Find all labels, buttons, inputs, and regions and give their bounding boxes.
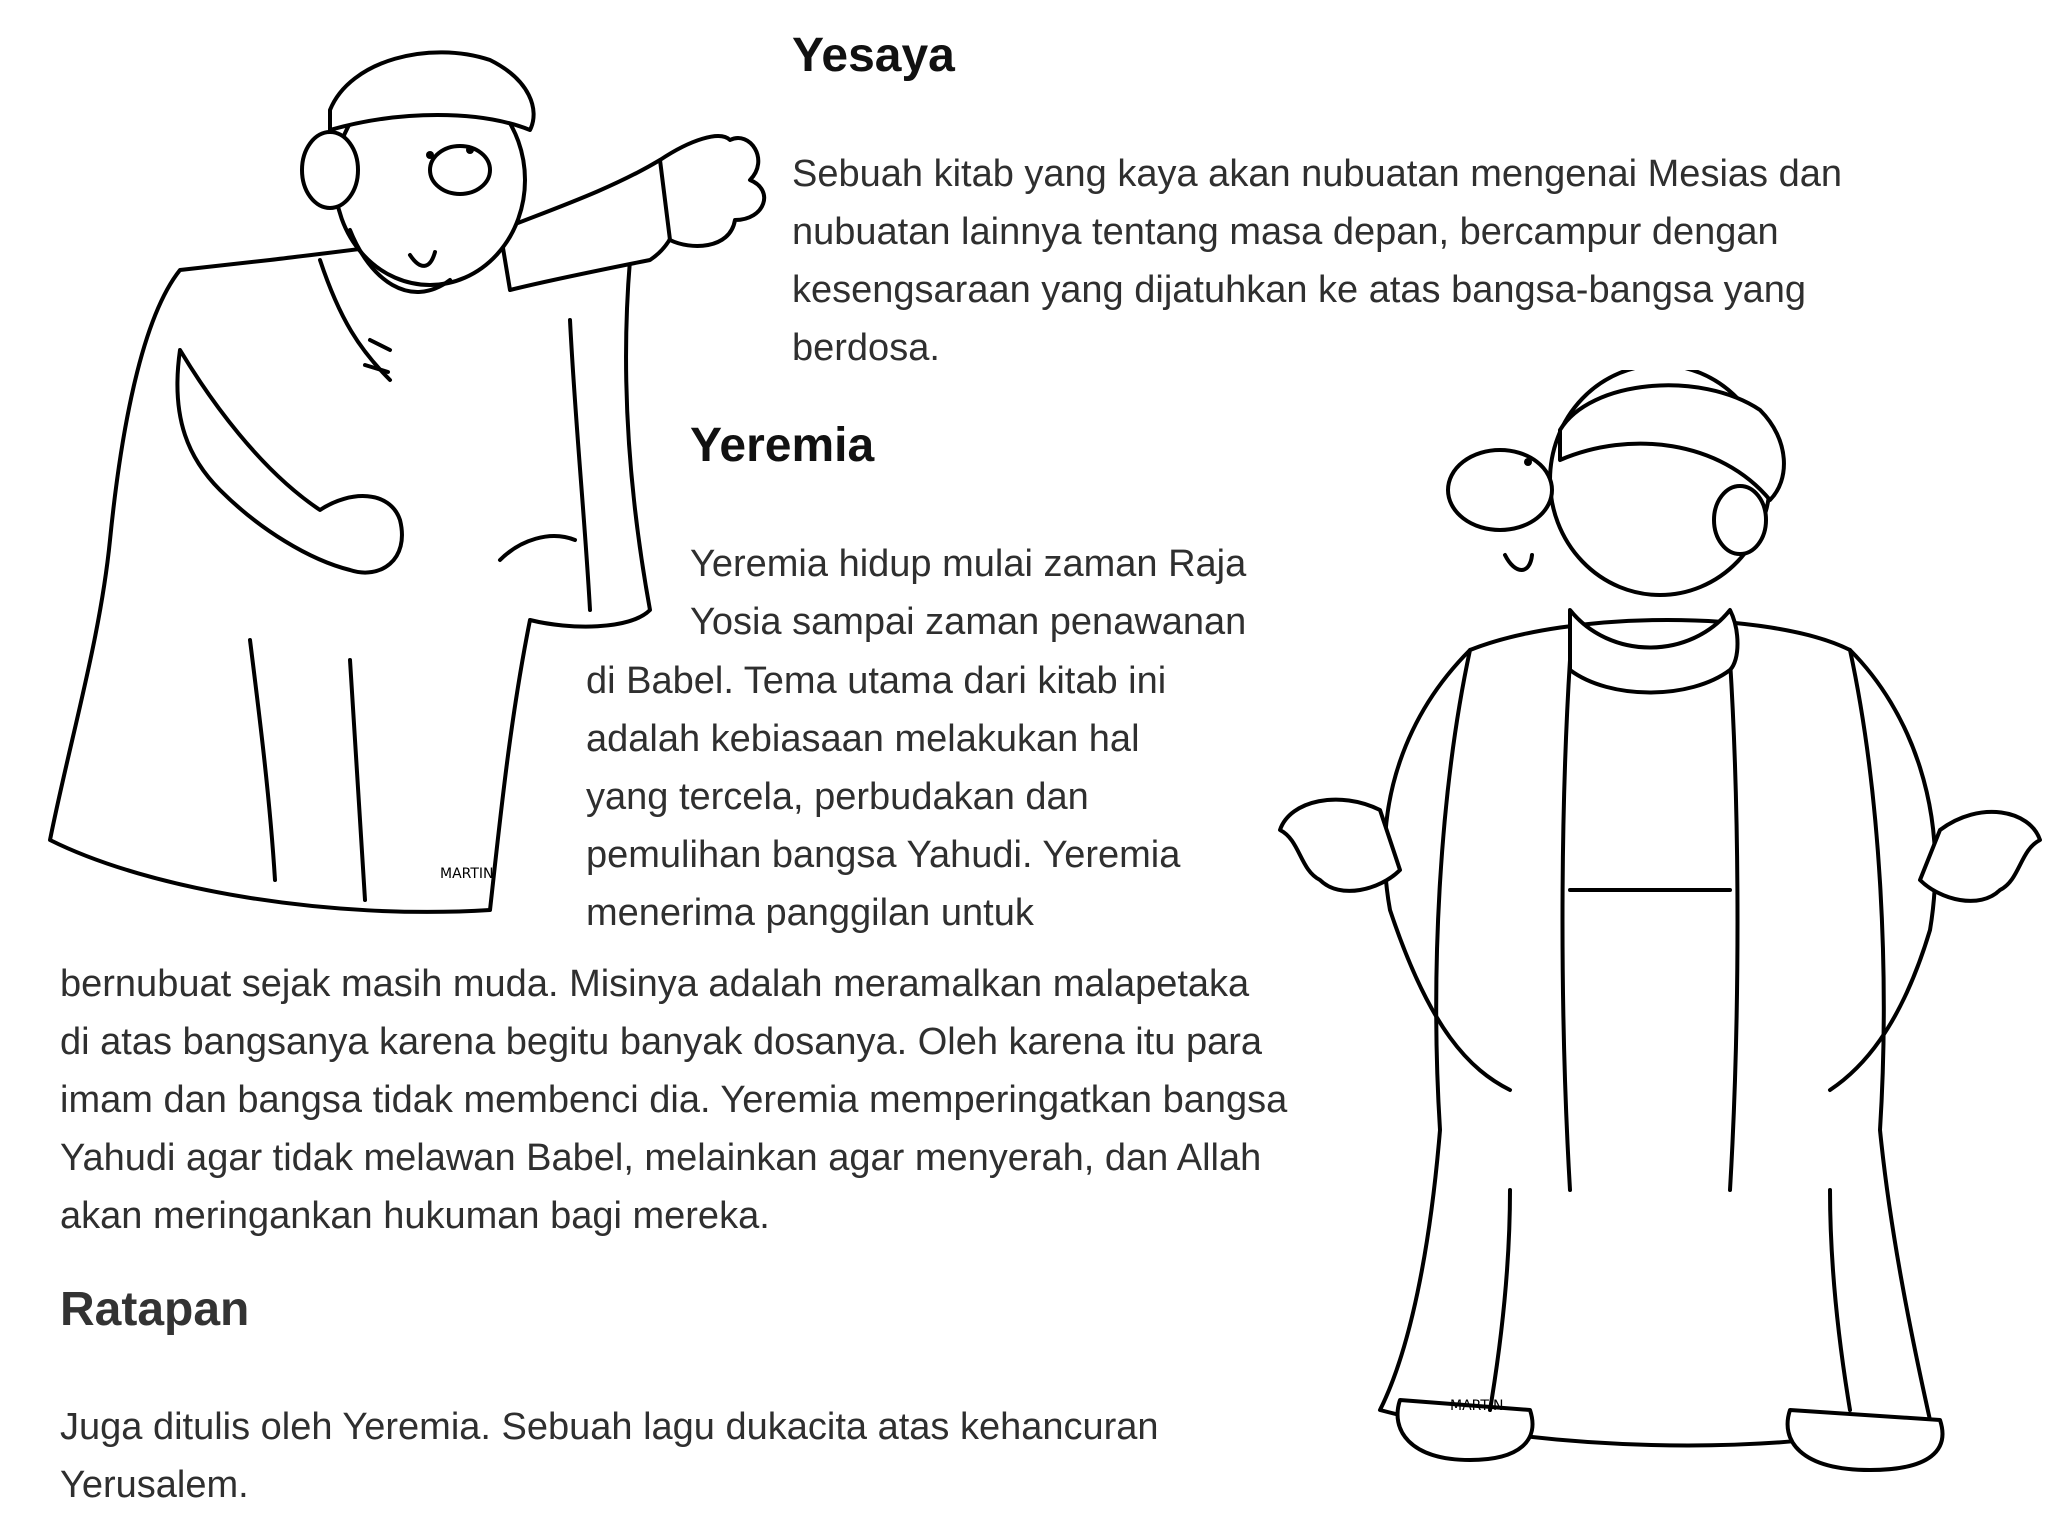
ratapan-line: Yerusalem. [60, 1464, 249, 1506]
yesaya-line: nubuatan lainnya tentang masa depan, bercampur dengan [792, 211, 1779, 253]
yeremia-line: imam dan bangsa tidak membenci dia. Yeremia memperingatkan bangsa [60, 1079, 1288, 1121]
yesaya-line: berdosa. [792, 327, 940, 369]
right-illustration-signature: MARTIN [1450, 1398, 1504, 1414]
yeremia-line: Yahudi agar tidak melawan Babel, melainkan agar menyerah, dan Allah [60, 1137, 1262, 1179]
ratapan-paragraph [60, 1398, 1159, 1514]
yeremia-line: di atas bangsanya karena begitu banyak dosanya. Oleh karena itu para [60, 1021, 1263, 1063]
yeremia-paragraph-middle [586, 652, 1180, 942]
yeremia-line: akan meringankan hukuman bagi mereka. [60, 1195, 770, 1237]
prophet-jeremiah-illustration [1270, 370, 2048, 1520]
yeremia-paragraph-indented [690, 535, 1246, 651]
yesaya-paragraph [792, 145, 1842, 377]
left-illustration-signature: MARTIN [440, 866, 494, 882]
yesaya-heading: Yesaya [792, 29, 955, 82]
ratapan-heading: Ratapan [60, 1283, 250, 1336]
yeremia-heading: Yeremia [690, 419, 875, 472]
yeremia-paragraph-wide [60, 955, 1287, 1245]
yeremia-line: pemulihan bangsa Yahudi. Yeremia [586, 834, 1181, 876]
yeremia-line: adalah kebiasaan melakukan hal [586, 718, 1140, 760]
yesaya-line: Sebuah kitab yang kaya akan nubuatan mengenai Mesias dan [792, 153, 1842, 195]
yeremia-line: di Babel. Tema utama dari kitab ini [586, 660, 1167, 702]
yeremia-line: Yosia sampai zaman penawanan [690, 601, 1247, 643]
yeremia-line: Yeremia hidup mulai zaman Raja [690, 543, 1247, 585]
yeremia-line: menerima panggilan untuk [586, 892, 1034, 934]
yeremia-line: bernubuat sejak masih muda. Misinya adalah meramalkan malapetaka [60, 963, 1250, 1005]
ratapan-line: Juga ditulis oleh Yeremia. Sebuah lagu dukacita atas kehancuran [60, 1406, 1159, 1448]
yesaya-line: kesengsaraan yang dijatuhkan ke atas bangsa-bangsa yang [792, 269, 1807, 311]
yeremia-line: yang tercela, perbudakan dan [586, 776, 1089, 818]
